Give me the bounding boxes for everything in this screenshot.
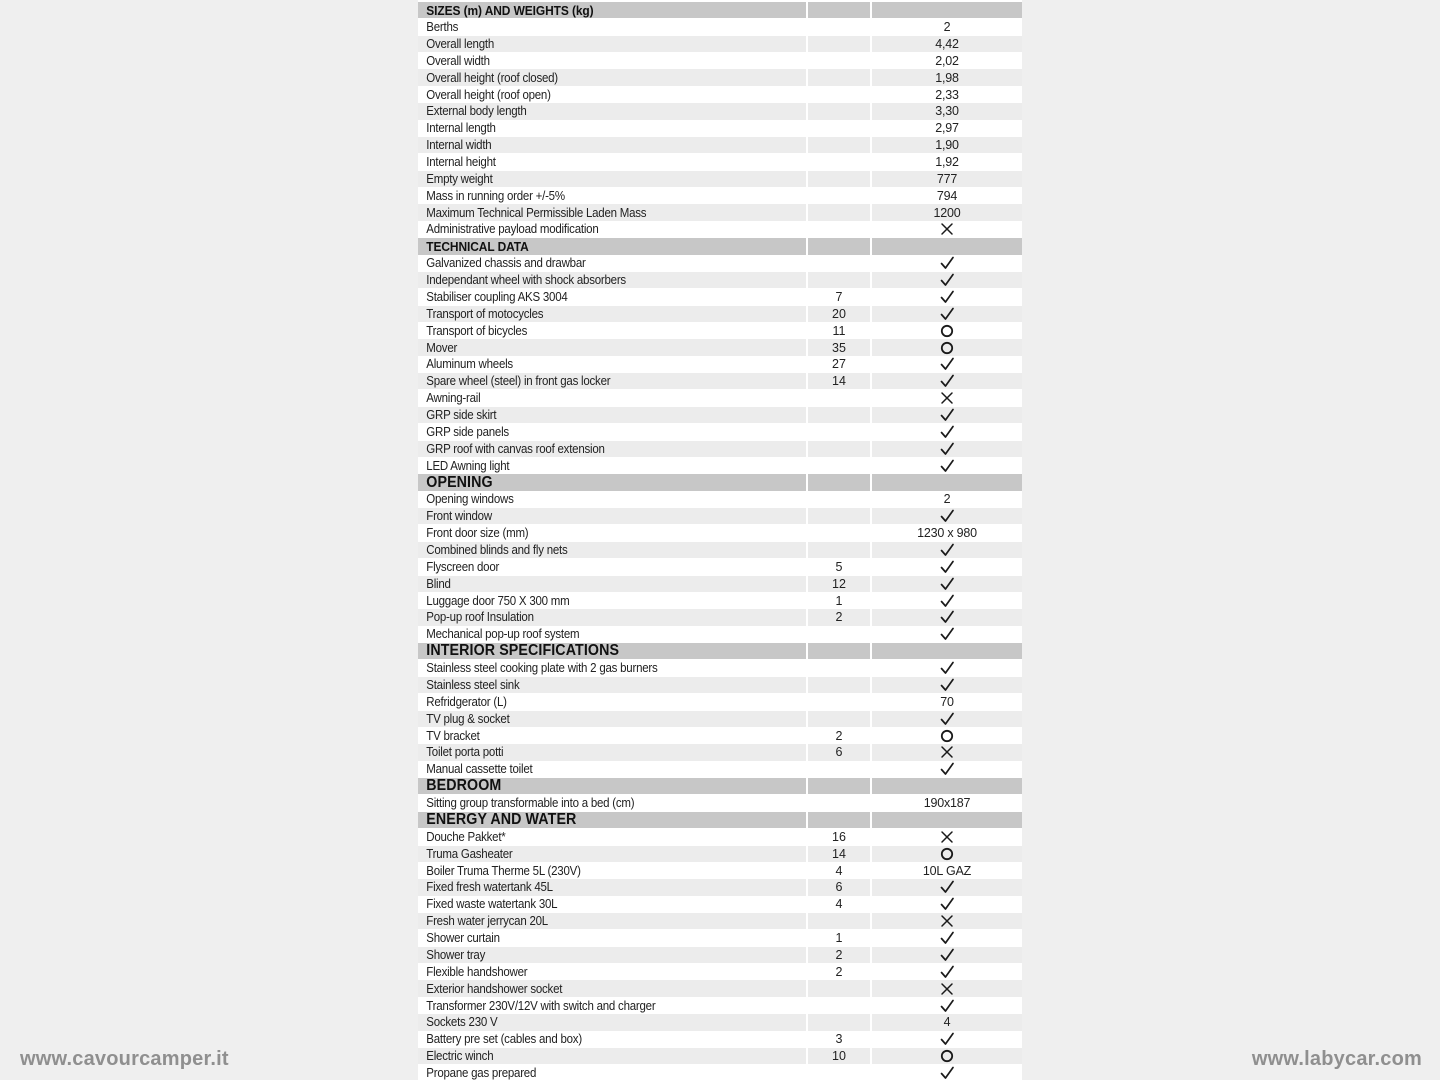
- spec-value: 4,42: [870, 36, 1022, 52]
- spec-label: Maximum Technical Permissible Laden Mass: [426, 205, 647, 220]
- spec-value: [870, 744, 1022, 760]
- spec-value: [870, 609, 1022, 625]
- spec-quantity: 12: [806, 576, 870, 592]
- spec-row: [418, 964, 1022, 980]
- spec-quantity: [806, 660, 870, 676]
- spec-row: [418, 255, 1022, 271]
- spec-label: GRP side skirt: [426, 408, 497, 423]
- spec-row: [418, 508, 1022, 524]
- spec-row: [418, 694, 1022, 710]
- spec-label: Fixed waste watertank 30L: [426, 897, 558, 912]
- spec-row: [418, 677, 1022, 693]
- check-icon: [939, 609, 955, 625]
- spec-row: [418, 272, 1022, 288]
- spec-label: Propane gas prepared: [426, 1065, 537, 1080]
- spec-row: [418, 846, 1022, 862]
- spec-value: [870, 660, 1022, 676]
- spec-value: [870, 542, 1022, 558]
- spec-row: [418, 609, 1022, 625]
- spec-quantity: [806, 188, 870, 204]
- spec-label: Refridgerator (L): [426, 694, 507, 709]
- spec-row: [418, 323, 1022, 339]
- spec-label: Transport of motocycles: [426, 306, 544, 321]
- spec-quantity: 1: [806, 930, 870, 946]
- spec-row: [418, 407, 1022, 423]
- spec-label: Flyscreen door: [426, 559, 500, 574]
- spec-value: [870, 508, 1022, 524]
- spec-quantity: [806, 103, 870, 119]
- spec-quantity: [806, 390, 870, 406]
- check-icon: [939, 373, 955, 389]
- spec-row: [418, 542, 1022, 558]
- check-icon: [939, 593, 955, 609]
- spec-label: Transformer 230V/12V with switch and charger: [426, 998, 656, 1013]
- check-icon: [939, 272, 955, 288]
- spec-label: Mass in running order +/-5%: [426, 188, 565, 203]
- spec-quantity: [806, 407, 870, 423]
- spec-label: Manual cassette toilet: [426, 762, 533, 777]
- spec-value: [870, 778, 1022, 794]
- spec-row: [418, 424, 1022, 440]
- spec-value: [870, 221, 1022, 237]
- spec-label: Flexible handshower: [426, 964, 528, 979]
- spec-label: Luggage door 750 X 300 mm: [426, 593, 570, 608]
- spec-quantity: 2: [806, 964, 870, 980]
- spec-row: [418, 829, 1022, 845]
- spec-value: [870, 272, 1022, 288]
- check-icon: [939, 458, 955, 474]
- spec-value: [870, 980, 1022, 996]
- spec-quantity: [806, 626, 870, 642]
- spec-row: [418, 154, 1022, 170]
- spec-value: [870, 727, 1022, 743]
- spec-label: Stainless steel cooking plate with 2 gas burners: [426, 661, 658, 676]
- spec-quantity: [806, 441, 870, 457]
- spec-value: 794: [870, 188, 1022, 204]
- circle-icon: [939, 323, 955, 339]
- spec-value: [870, 323, 1022, 339]
- spec-value: [870, 761, 1022, 777]
- cross-icon: [939, 913, 955, 929]
- spec-quantity: [806, 424, 870, 440]
- spec-quantity: 5: [806, 559, 870, 575]
- spec-value: [870, 289, 1022, 305]
- spec-value: [870, 424, 1022, 440]
- spec-label: TV bracket: [426, 728, 480, 743]
- spec-row: [418, 576, 1022, 592]
- check-icon: [939, 289, 955, 305]
- section-header: [418, 474, 1022, 490]
- spec-value: 2: [870, 491, 1022, 507]
- spec-quantity: [806, 795, 870, 811]
- spec-row: [418, 1031, 1022, 1047]
- spec-label: Overall width: [426, 53, 490, 68]
- spec-label: Spare wheel (steel) in front gas locker: [426, 374, 611, 389]
- check-icon: [939, 356, 955, 372]
- spec-row: [418, 1014, 1022, 1030]
- check-icon: [939, 711, 955, 727]
- spec-quantity: [806, 171, 870, 187]
- check-icon: [939, 964, 955, 980]
- spec-value: 2,33: [870, 86, 1022, 102]
- spec-label: Independant wheel with shock absorbers: [426, 273, 626, 288]
- spec-row: [418, 103, 1022, 119]
- spec-label: Internal height: [426, 155, 496, 169]
- spec-quantity: [806, 19, 870, 35]
- section-title: INTERIOR SPECIFICATIONS: [426, 642, 620, 660]
- cross-icon: [939, 390, 955, 406]
- spec-row: [418, 1048, 1022, 1064]
- spec-quantity: [806, 913, 870, 929]
- spec-label: Stabiliser coupling AKS 3004: [426, 289, 568, 304]
- circle-icon: [939, 1048, 955, 1064]
- spec-quantity: 7: [806, 289, 870, 305]
- spec-row: [418, 592, 1022, 608]
- spec-value: [870, 626, 1022, 642]
- spec-label: Blind: [426, 576, 451, 591]
- spec-quantity: 14: [806, 846, 870, 862]
- spec-label: GRP roof with canvas roof extension: [426, 441, 605, 456]
- spec-quantity: [806, 508, 870, 524]
- check-icon: [939, 1065, 955, 1080]
- section-title: ENERGY AND WATER: [426, 810, 577, 828]
- spec-value: [870, 1065, 1022, 1080]
- spec-label: Berths: [426, 20, 459, 35]
- spec-quantity: [806, 272, 870, 288]
- spec-label: Internal length: [426, 121, 496, 136]
- spec-quantity: [806, 997, 870, 1013]
- spec-value: 2,02: [870, 53, 1022, 69]
- spec-label: TV plug & socket: [426, 711, 510, 726]
- spec-row: [418, 862, 1022, 878]
- spec-value: [870, 457, 1022, 473]
- spec-row: [418, 69, 1022, 85]
- check-icon: [939, 896, 955, 912]
- check-icon: [939, 407, 955, 423]
- spec-quantity: [806, 255, 870, 271]
- spec-value: [870, 829, 1022, 845]
- spec-row: [418, 188, 1022, 204]
- spec-row: [418, 289, 1022, 305]
- spec-quantity: [806, 1014, 870, 1030]
- spec-value: [870, 592, 1022, 608]
- spec-value: [870, 930, 1022, 946]
- spec-label: Mover: [426, 340, 458, 355]
- spec-row: [418, 306, 1022, 322]
- circle-icon: [939, 728, 955, 744]
- spec-quantity: [806, 491, 870, 507]
- spec-row: [418, 525, 1022, 541]
- spec-row: [418, 727, 1022, 743]
- spec-label: Electric winch: [426, 1049, 494, 1064]
- spec-quantity: [806, 120, 870, 136]
- check-icon: [939, 255, 955, 271]
- spec-row: [418, 171, 1022, 187]
- cross-icon: [939, 744, 955, 760]
- check-icon: [939, 542, 955, 558]
- spec-quantity: 4: [806, 862, 870, 878]
- spec-row: [418, 204, 1022, 220]
- spec-label: Overall length: [426, 36, 495, 51]
- check-icon: [939, 761, 955, 777]
- spec-label: Exterior handshower socket: [426, 981, 563, 996]
- spec-value: [870, 1048, 1022, 1064]
- spec-value: 70: [870, 694, 1022, 710]
- spec-quantity: 2: [806, 609, 870, 625]
- spec-row: [418, 457, 1022, 473]
- spec-quantity: [806, 86, 870, 102]
- spec-label: Toilet porta potti: [426, 745, 504, 760]
- spec-quantity: [806, 457, 870, 473]
- cross-icon: [939, 221, 955, 237]
- check-icon: [939, 424, 955, 440]
- spec-value: 10L GAZ: [870, 862, 1022, 878]
- spec-row: [418, 947, 1022, 963]
- spec-label: Combined blinds and fly nets: [426, 543, 568, 557]
- spec-quantity: [806, 812, 870, 828]
- section-header: [418, 812, 1022, 828]
- spec-value: 1,92: [870, 154, 1022, 170]
- section-header: [418, 778, 1022, 794]
- spec-value: 3,30: [870, 103, 1022, 119]
- spec-quantity: 6: [806, 879, 870, 895]
- spec-quantity: [806, 761, 870, 777]
- check-icon: [939, 1031, 955, 1047]
- spec-value: 2,97: [870, 120, 1022, 136]
- spec-row: [418, 795, 1022, 811]
- spec-row: [418, 86, 1022, 102]
- spec-label: Mechanical pop-up roof system: [426, 627, 580, 642]
- spec-quantity: 2: [806, 727, 870, 743]
- spec-value: [870, 255, 1022, 271]
- spec-quantity: [806, 2, 870, 18]
- watermark-left: www.cavourcamper.it: [20, 1048, 229, 1070]
- spec-row: [418, 896, 1022, 912]
- check-icon: [939, 998, 955, 1014]
- spec-row: [418, 913, 1022, 929]
- spec-value: [870, 997, 1022, 1013]
- spec-label: Fresh water jerrycan 20L: [426, 914, 548, 929]
- spec-value: [870, 677, 1022, 693]
- section-title: BEDROOM: [426, 777, 502, 795]
- spec-quantity: 11: [806, 323, 870, 339]
- cross-icon: [939, 981, 955, 997]
- spec-quantity: [806, 154, 870, 170]
- spec-row: [418, 390, 1022, 406]
- spec-value: 1200: [870, 204, 1022, 220]
- spec-quantity: 6: [806, 744, 870, 760]
- spec-value: [870, 947, 1022, 963]
- spec-label: External body length: [426, 104, 527, 119]
- check-icon: [939, 626, 955, 642]
- spec-value: [870, 339, 1022, 355]
- spec-quantity: [806, 980, 870, 996]
- spec-label: Douche Pakket*: [426, 829, 506, 844]
- spec-sheet: [418, 0, 1022, 1080]
- spec-label: Transport of bicycles: [426, 323, 528, 338]
- spec-label: Empty weight: [426, 171, 493, 186]
- spec-row: [418, 761, 1022, 777]
- spec-row: [418, 559, 1022, 575]
- spec-quantity: [806, 474, 870, 490]
- spec-value: [870, 306, 1022, 322]
- spec-quantity: 16: [806, 829, 870, 845]
- spec-label: Boiler Truma Therme 5L (230V): [426, 863, 581, 878]
- spec-row: [418, 19, 1022, 35]
- spec-quantity: 20: [806, 306, 870, 322]
- spec-value: [870, 356, 1022, 372]
- section-header: [418, 643, 1022, 659]
- spec-value: 190x187: [870, 795, 1022, 811]
- spec-quantity: [806, 643, 870, 659]
- spec-value: [870, 964, 1022, 980]
- spec-value: 1230 x 980: [870, 525, 1022, 541]
- spec-label: Pop-up roof Insulation: [426, 610, 534, 625]
- section-header: [418, 2, 1022, 18]
- spec-value: 777: [870, 171, 1022, 187]
- spec-row: [418, 441, 1022, 457]
- spec-label: Administrative payload modification: [426, 222, 599, 237]
- spec-value: [870, 913, 1022, 929]
- check-icon: [939, 576, 955, 592]
- spec-row: [418, 339, 1022, 355]
- spec-value: [870, 559, 1022, 575]
- spec-value: [870, 643, 1022, 659]
- spec-label: Internal width: [426, 138, 492, 153]
- spec-label: Front window: [426, 509, 492, 524]
- circle-icon: [939, 846, 955, 862]
- spec-quantity: 2: [806, 947, 870, 963]
- spec-label: Shower tray: [426, 947, 486, 962]
- spec-row: [418, 626, 1022, 642]
- section-title: SIZES (m) AND WEIGHTS (kg): [426, 2, 594, 18]
- spec-label: Fixed fresh watertank 45L: [426, 880, 553, 895]
- spec-label: Front door size (mm): [426, 526, 529, 541]
- spec-row: [418, 120, 1022, 136]
- spec-row: [418, 373, 1022, 389]
- spec-quantity: 3: [806, 1031, 870, 1047]
- check-icon: [939, 660, 955, 676]
- spec-quantity: 4: [806, 896, 870, 912]
- spec-quantity: [806, 204, 870, 220]
- spec-label: Awning-rail: [426, 391, 481, 406]
- spec-quantity: 14: [806, 373, 870, 389]
- section-header: [418, 238, 1022, 254]
- check-icon: [939, 930, 955, 946]
- spec-quantity: [806, 53, 870, 69]
- spec-value: [870, 896, 1022, 912]
- spec-row: [418, 660, 1022, 676]
- spec-value: 1,98: [870, 69, 1022, 85]
- spec-value: 1,90: [870, 137, 1022, 153]
- check-icon: [939, 559, 955, 575]
- spec-row: [418, 356, 1022, 372]
- spec-label: Overall height (roof closed): [426, 70, 558, 85]
- spec-label: Aluminum wheels: [426, 357, 513, 372]
- spec-row: [418, 744, 1022, 760]
- spec-value: [870, 812, 1022, 828]
- spec-value: [870, 238, 1022, 254]
- spec-quantity: [806, 1065, 870, 1080]
- spec-quantity: [806, 677, 870, 693]
- spec-value: [870, 373, 1022, 389]
- spec-quantity: 35: [806, 339, 870, 355]
- cross-icon: [939, 829, 955, 845]
- spec-label: Battery pre set (cables and box): [426, 1032, 582, 1047]
- spec-quantity: [806, 694, 870, 710]
- check-icon: [939, 508, 955, 524]
- spec-quantity: [806, 778, 870, 794]
- check-icon: [939, 677, 955, 693]
- spec-row: [418, 711, 1022, 727]
- spec-quantity: [806, 69, 870, 85]
- section-title: OPENING: [426, 473, 493, 491]
- spec-quantity: 10: [806, 1048, 870, 1064]
- spec-label: Sitting group transformable into a bed (cm): [426, 796, 635, 811]
- spec-row: [418, 879, 1022, 895]
- spec-row: [418, 930, 1022, 946]
- spec-label: LED Awning light: [426, 458, 510, 473]
- spec-value: [870, 390, 1022, 406]
- spec-value: 4: [870, 1014, 1022, 1030]
- spec-quantity: [806, 221, 870, 237]
- spec-value: [870, 407, 1022, 423]
- spec-quantity: [806, 525, 870, 541]
- check-icon: [939, 441, 955, 457]
- spec-quantity: [806, 36, 870, 52]
- spec-quantity: [806, 542, 870, 558]
- spec-quantity: 1: [806, 592, 870, 608]
- spec-value: [870, 879, 1022, 895]
- check-icon: [939, 306, 955, 322]
- spec-label: GRP side panels: [426, 424, 509, 439]
- check-icon: [939, 947, 955, 963]
- spec-quantity: [806, 137, 870, 153]
- spec-label: Shower curtain: [426, 931, 500, 946]
- spec-value: [870, 1031, 1022, 1047]
- spec-quantity: [806, 238, 870, 254]
- spec-value: [870, 846, 1022, 862]
- spec-value: [870, 2, 1022, 18]
- spec-row: [418, 491, 1022, 507]
- spec-quantity: 27: [806, 356, 870, 372]
- spec-value: [870, 474, 1022, 490]
- spec-label: Opening windows: [426, 492, 514, 507]
- spec-value: [870, 576, 1022, 592]
- spec-label: Galvanized chassis and drawbar: [426, 256, 586, 271]
- spec-row: [418, 137, 1022, 153]
- spec-row: [418, 1065, 1022, 1080]
- spec-row: [418, 36, 1022, 52]
- check-icon: [939, 879, 955, 895]
- spec-value: [870, 441, 1022, 457]
- spec-label: Truma Gasheater: [426, 846, 513, 861]
- spec-row: [418, 53, 1022, 69]
- spec-label: Sockets 230 V: [426, 1015, 498, 1030]
- spec-value: 2: [870, 19, 1022, 35]
- watermark-right: www.labycar.com: [1251, 1048, 1422, 1070]
- spec-row: [418, 997, 1022, 1013]
- spec-quantity: [806, 711, 870, 727]
- spec-row: [418, 221, 1022, 237]
- spec-label: Overall height (roof open): [426, 87, 551, 102]
- circle-icon: [939, 340, 955, 356]
- spec-value: [870, 711, 1022, 727]
- spec-label: Stainless steel sink: [426, 677, 520, 692]
- section-title: TECHNICAL DATA: [426, 238, 529, 254]
- spec-row: [418, 980, 1022, 996]
